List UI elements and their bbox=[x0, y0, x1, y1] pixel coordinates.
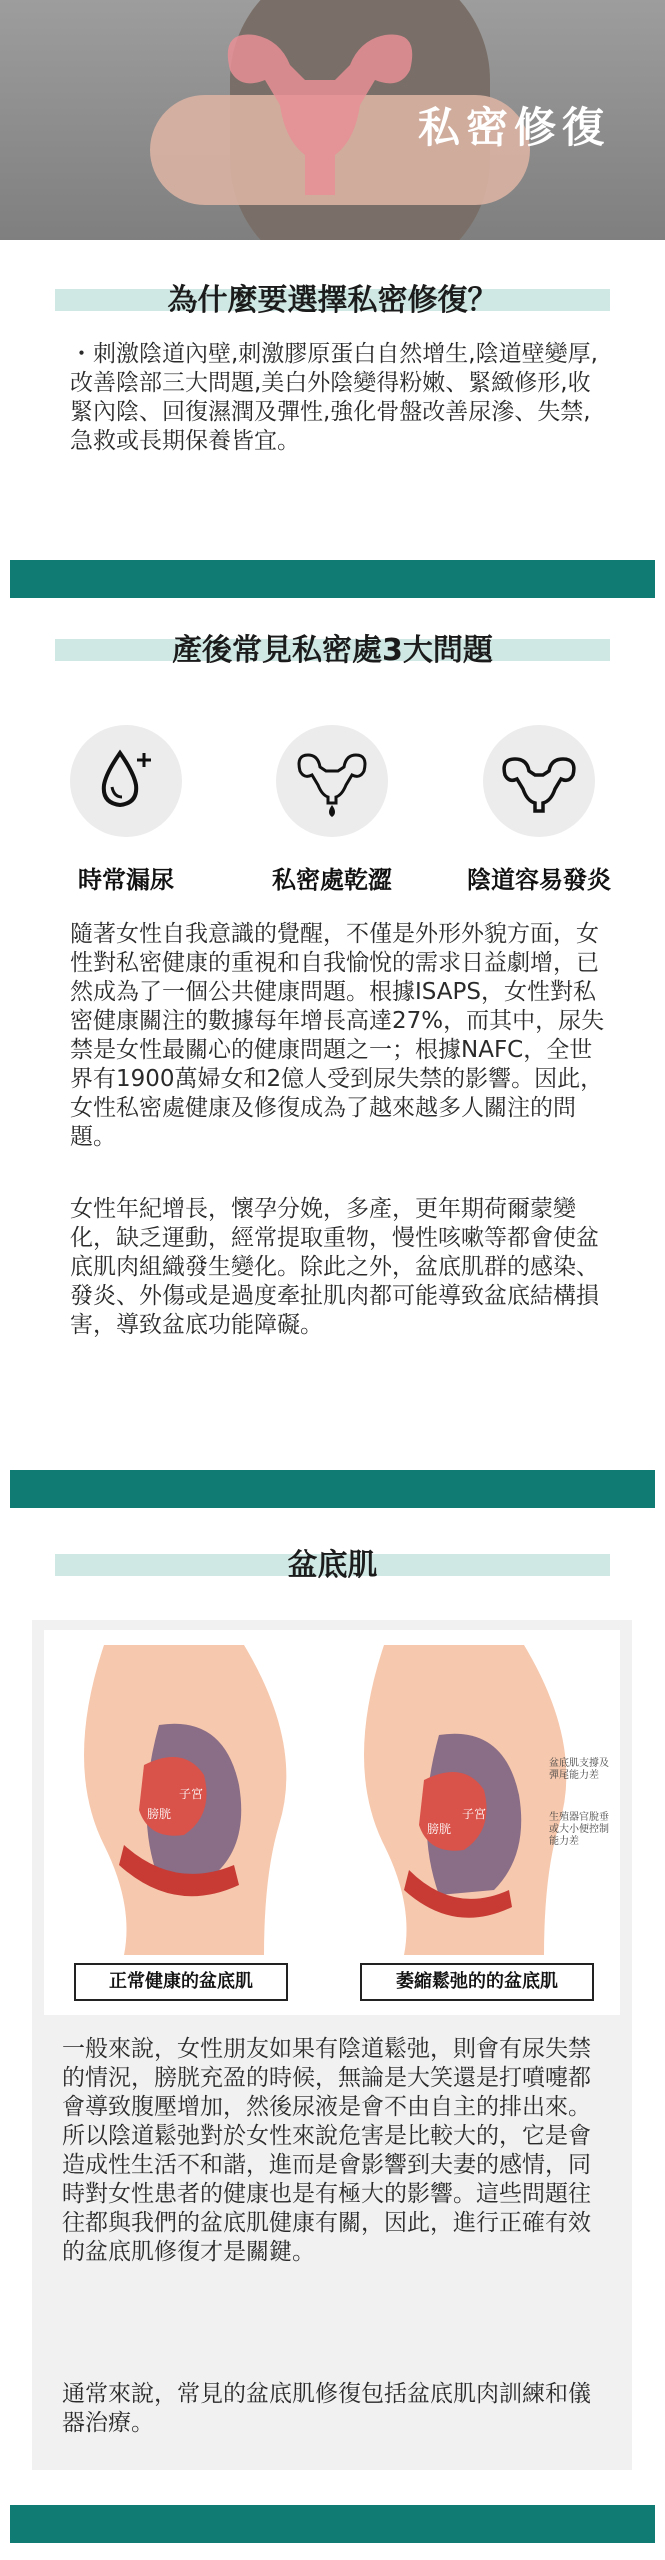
hero-title: 私密修復 bbox=[417, 103, 610, 152]
organ-uterus-label: 子宮 bbox=[179, 1787, 204, 1801]
hero-banner bbox=[0, 0, 665, 240]
section-heading-text: 為什麼要選擇私密修復？ bbox=[167, 283, 498, 318]
weak-caption: 萎縮鬆弛的的盆底肌 bbox=[360, 1963, 594, 2001]
problems-paragraph-1: 隨著女性自我意識的覺醒，不僅是外形外貌方面，女性對私密健康的重視和自我愉悅的需求日益劇增，已然成為了一個公共健康問題。根據ISAPS，女性對私密健康關注的數據每年增長高達27%，而其中，尿失禁是女性最關心的健康問題之一；根據NAFC，全世界有1900萬婦女和2億人受到尿失禁的影響。因此，女性私密處健康及修復成為了越來越多人關注的問題。 bbox=[70, 921, 605, 1150]
organ-bladder-label: 膀胱 bbox=[147, 1807, 172, 1821]
note-support: 盆底肌支撐及彈尾能力差 bbox=[549, 1758, 609, 1781]
section-heading-text: 產後常見私密處3大問題 bbox=[172, 633, 493, 668]
section-divider-bar bbox=[10, 1470, 655, 1508]
problem-label-leak: 時常漏尿 bbox=[78, 866, 174, 894]
note-control: 生殖器官脫垂或大小便控制能力差 bbox=[549, 1812, 609, 1847]
problems-paragraph-2: 女性年紀增長，懷孕分娩，多產，更年期荷爾蒙變化，缺乏運動，經常提取重物，慢性咳嗽等都會使盆底肌肉組織發生變化。除此之外，盆底肌群的感染、發炎、外傷或是過度牽扯肌肉都可能導致盆底結構損害，導致盆底功能障礙。 bbox=[70, 1196, 599, 1338]
section-divider-bar bbox=[10, 560, 655, 598]
drop-plus-icon bbox=[70, 725, 182, 837]
section-heading-text: 盆底肌 bbox=[287, 1548, 378, 1583]
organ-bladder-label: 膀胱 bbox=[427, 1822, 452, 1836]
uterus-drop-icon bbox=[276, 725, 388, 837]
organ-uterus-label: 子宮 bbox=[462, 1807, 487, 1821]
problem-label-inflammation: 陰道容易發炎 bbox=[467, 866, 611, 894]
section-heading-why bbox=[55, 275, 610, 318]
section-divider-bar bbox=[10, 2505, 655, 2543]
pelvic-paragraph-1: 一般來說，女性朋友如果有陰道鬆弛，則會有尿失禁的情況，膀胱充盈的時候，無論是大笑還是打噴嚏都會導致腹壓增加，然後尿液是會不由自主的排出來。所以陰道鬆弛對於女性來說危害是比較大的，它是會造成性生活不和諧，進而是會影響到夫妻的感情，同時對女性患者的健康也是有極大的影響。這些問題往往都與我們的盆底肌健康有關，因此，進行正確有效的盆底肌修復才是關鍵。 bbox=[62, 2036, 591, 2265]
section-heading-pelvic bbox=[55, 1540, 610, 1583]
pelvic-floor-diagram bbox=[44, 1630, 620, 2015]
pelvic-floor-panel bbox=[32, 1620, 632, 2470]
why-bullet-text: ・刺激陰道內壁,刺激膠原蛋白自然增生,陰道壁變厚,改善陰部三大問題,美白外陰變得粉嫩、緊緻修形,收緊內陰、回復濕潤及彈性,強化骨盤改善尿滲、失禁,急救或長期保養皆宜。 bbox=[70, 341, 598, 454]
hero-uterus-illustration bbox=[210, 10, 430, 200]
pelvic-paragraph-2: 通常來說，常見的盆底肌修復包括盆底肌肉訓練和儀器治療。 bbox=[62, 2381, 591, 2436]
section-heading-problems bbox=[55, 625, 610, 668]
healthy-caption: 正常健康的盆底肌 bbox=[74, 1963, 288, 2001]
weak-pelvis-illustration bbox=[344, 1645, 584, 1955]
uterus-icon bbox=[483, 725, 595, 837]
problem-label-dryness: 私密處乾澀 bbox=[272, 866, 392, 894]
